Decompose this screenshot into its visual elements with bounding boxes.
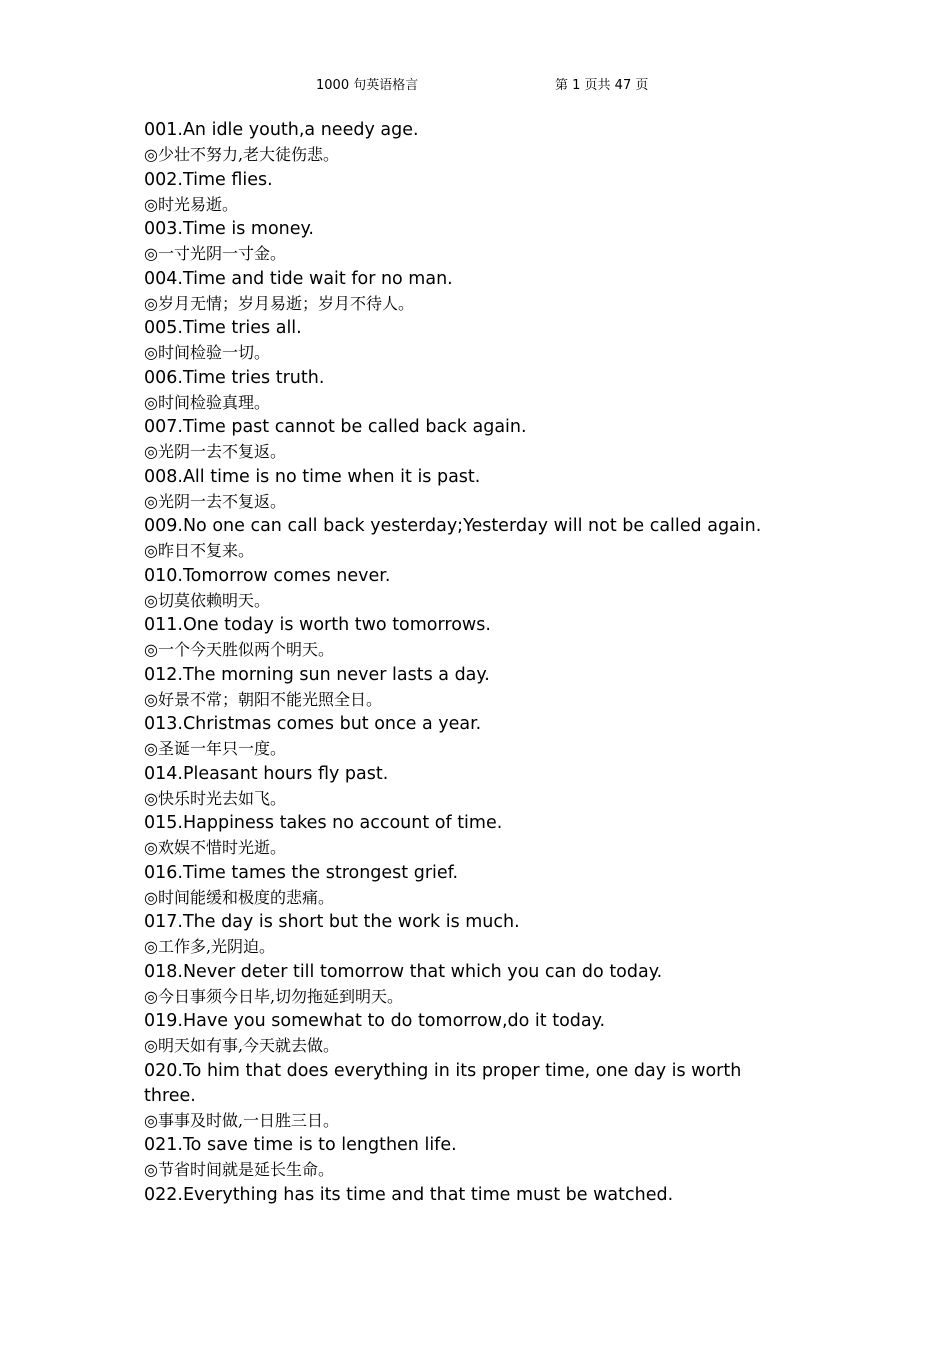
proverb-english: 004.Time and tide wait for no man.	[144, 268, 453, 289]
proverb-entry	[144, 1133, 794, 1183]
proverb-entry	[144, 415, 794, 465]
proverb-chinese: ◎工作多,光阴迫。	[144, 937, 276, 956]
proverb-chinese: ◎事事及时做,一日胜三日。	[144, 1110, 340, 1130]
proverb-entry	[144, 267, 794, 317]
proverb-entry	[144, 168, 794, 218]
proverb-english: 022.Everything has its time and that time must be watched.	[144, 1184, 674, 1205]
proverb-english: 019.Have you somewhat to do tomorrow,do it today.	[144, 1011, 606, 1031]
proverb-english: 013.Christmas comes but once a year.	[144, 714, 482, 734]
page-number: 第 1 页共 47 页	[555, 78, 649, 93]
document-title: 1000 句英语格言	[316, 78, 419, 93]
proverb-chinese: ◎圣诞一年只一度。	[144, 739, 286, 758]
proverb-chinese: ◎快乐时光去如飞。	[144, 788, 286, 808]
proverb-entry	[144, 910, 794, 960]
proverb-entry	[144, 366, 794, 416]
proverb-english: 010.Tomorrow comes never.	[144, 565, 391, 586]
proverb-entry	[144, 960, 794, 1010]
proverb-chinese: ◎岁月无情；岁月易逝；岁月不待人。	[144, 293, 414, 313]
proverb-english: 021.To save time is to lengthen life.	[144, 1135, 457, 1155]
proverb-chinese: ◎一个今天胜似两个明天。	[144, 640, 334, 659]
proverb-english: 002.Time flies.	[144, 169, 273, 190]
proverb-entry	[144, 118, 794, 168]
proverb-english: 020.To him that does everything in its proper time, one day is worth three.	[144, 1060, 742, 1106]
proverb-chinese: ◎一寸光阴一寸金。	[144, 244, 286, 263]
proverb-english: 003.Time is money.	[144, 219, 314, 239]
proverb-entry	[144, 762, 794, 812]
proverb-entry	[144, 613, 794, 663]
proverb-english: 009.No one can call back yesterday;Yesterday will not be called again.	[144, 516, 762, 536]
proverb-entry	[144, 465, 794, 515]
proverb-english: 012.The morning sun never lasts a day.	[144, 664, 490, 685]
proverb-chinese: ◎时间能缓和极度的悲痛。	[144, 887, 334, 907]
proverb-english: 011.One today is worth two tomorrows.	[144, 615, 491, 635]
proverb-entry	[144, 712, 794, 762]
proverb-entry	[144, 514, 794, 564]
proverb-list	[144, 118, 794, 1208]
proverb-chinese: ◎少壮不努力,老大徒伤悲。	[144, 145, 340, 164]
proverb-english: 014.Pleasant hours fly past.	[144, 763, 389, 784]
proverb-entry	[144, 1009, 794, 1059]
proverb-chinese: ◎好景不常；朝阳不能光照全日。	[144, 689, 382, 709]
proverb-english: 015.Happiness takes no account of time.	[144, 813, 503, 833]
proverb-entry	[144, 811, 794, 861]
proverb-chinese: ◎时间检验真理。	[144, 392, 270, 412]
proverb-english: 008.All time is no time when it is past.	[144, 466, 481, 487]
proverb-english: 001.An idle youth,a needy age.	[144, 120, 419, 140]
proverb-english: 016.Time tames the strongest grief.	[144, 862, 459, 883]
proverb-entry	[144, 861, 794, 911]
proverb-chinese: ◎欢娱不惜时光逝。	[144, 838, 286, 857]
page-header	[0, 74, 950, 94]
proverb-english: 017.The day is short but the work is much.	[144, 912, 520, 932]
proverb-english: 007.Time past cannot be called back again.	[144, 417, 527, 437]
proverb-chinese: ◎光阴一去不复返。	[144, 491, 286, 511]
proverb-chinese: ◎明天如有事,今天就去做。	[144, 1036, 340, 1055]
proverb-entry	[144, 316, 794, 366]
proverb-entry	[144, 663, 794, 713]
proverb-chinese: ◎昨日不复来。	[144, 541, 254, 560]
proverb-chinese: ◎时间检验一切。	[144, 343, 270, 362]
proverb-chinese: ◎今日事须今日毕,切勿拖延到明天。	[144, 986, 404, 1006]
proverb-entry	[144, 564, 794, 614]
proverb-chinese: ◎切莫依赖明天。	[144, 590, 270, 610]
proverb-entry	[144, 1059, 794, 1134]
proverb-entry	[144, 1183, 794, 1208]
proverb-english: 018.Never deter till tomorrow that which you can do today.	[144, 961, 663, 982]
proverb-chinese: ◎时光易逝。	[144, 194, 238, 214]
proverb-chinese: ◎节省时间就是延长生命。	[144, 1160, 334, 1179]
proverb-english: 006.Time tries truth.	[144, 367, 325, 388]
proverb-english: 005.Time tries all.	[144, 318, 302, 338]
proverb-chinese: ◎光阴一去不复返。	[144, 442, 286, 461]
proverb-entry	[144, 217, 794, 267]
